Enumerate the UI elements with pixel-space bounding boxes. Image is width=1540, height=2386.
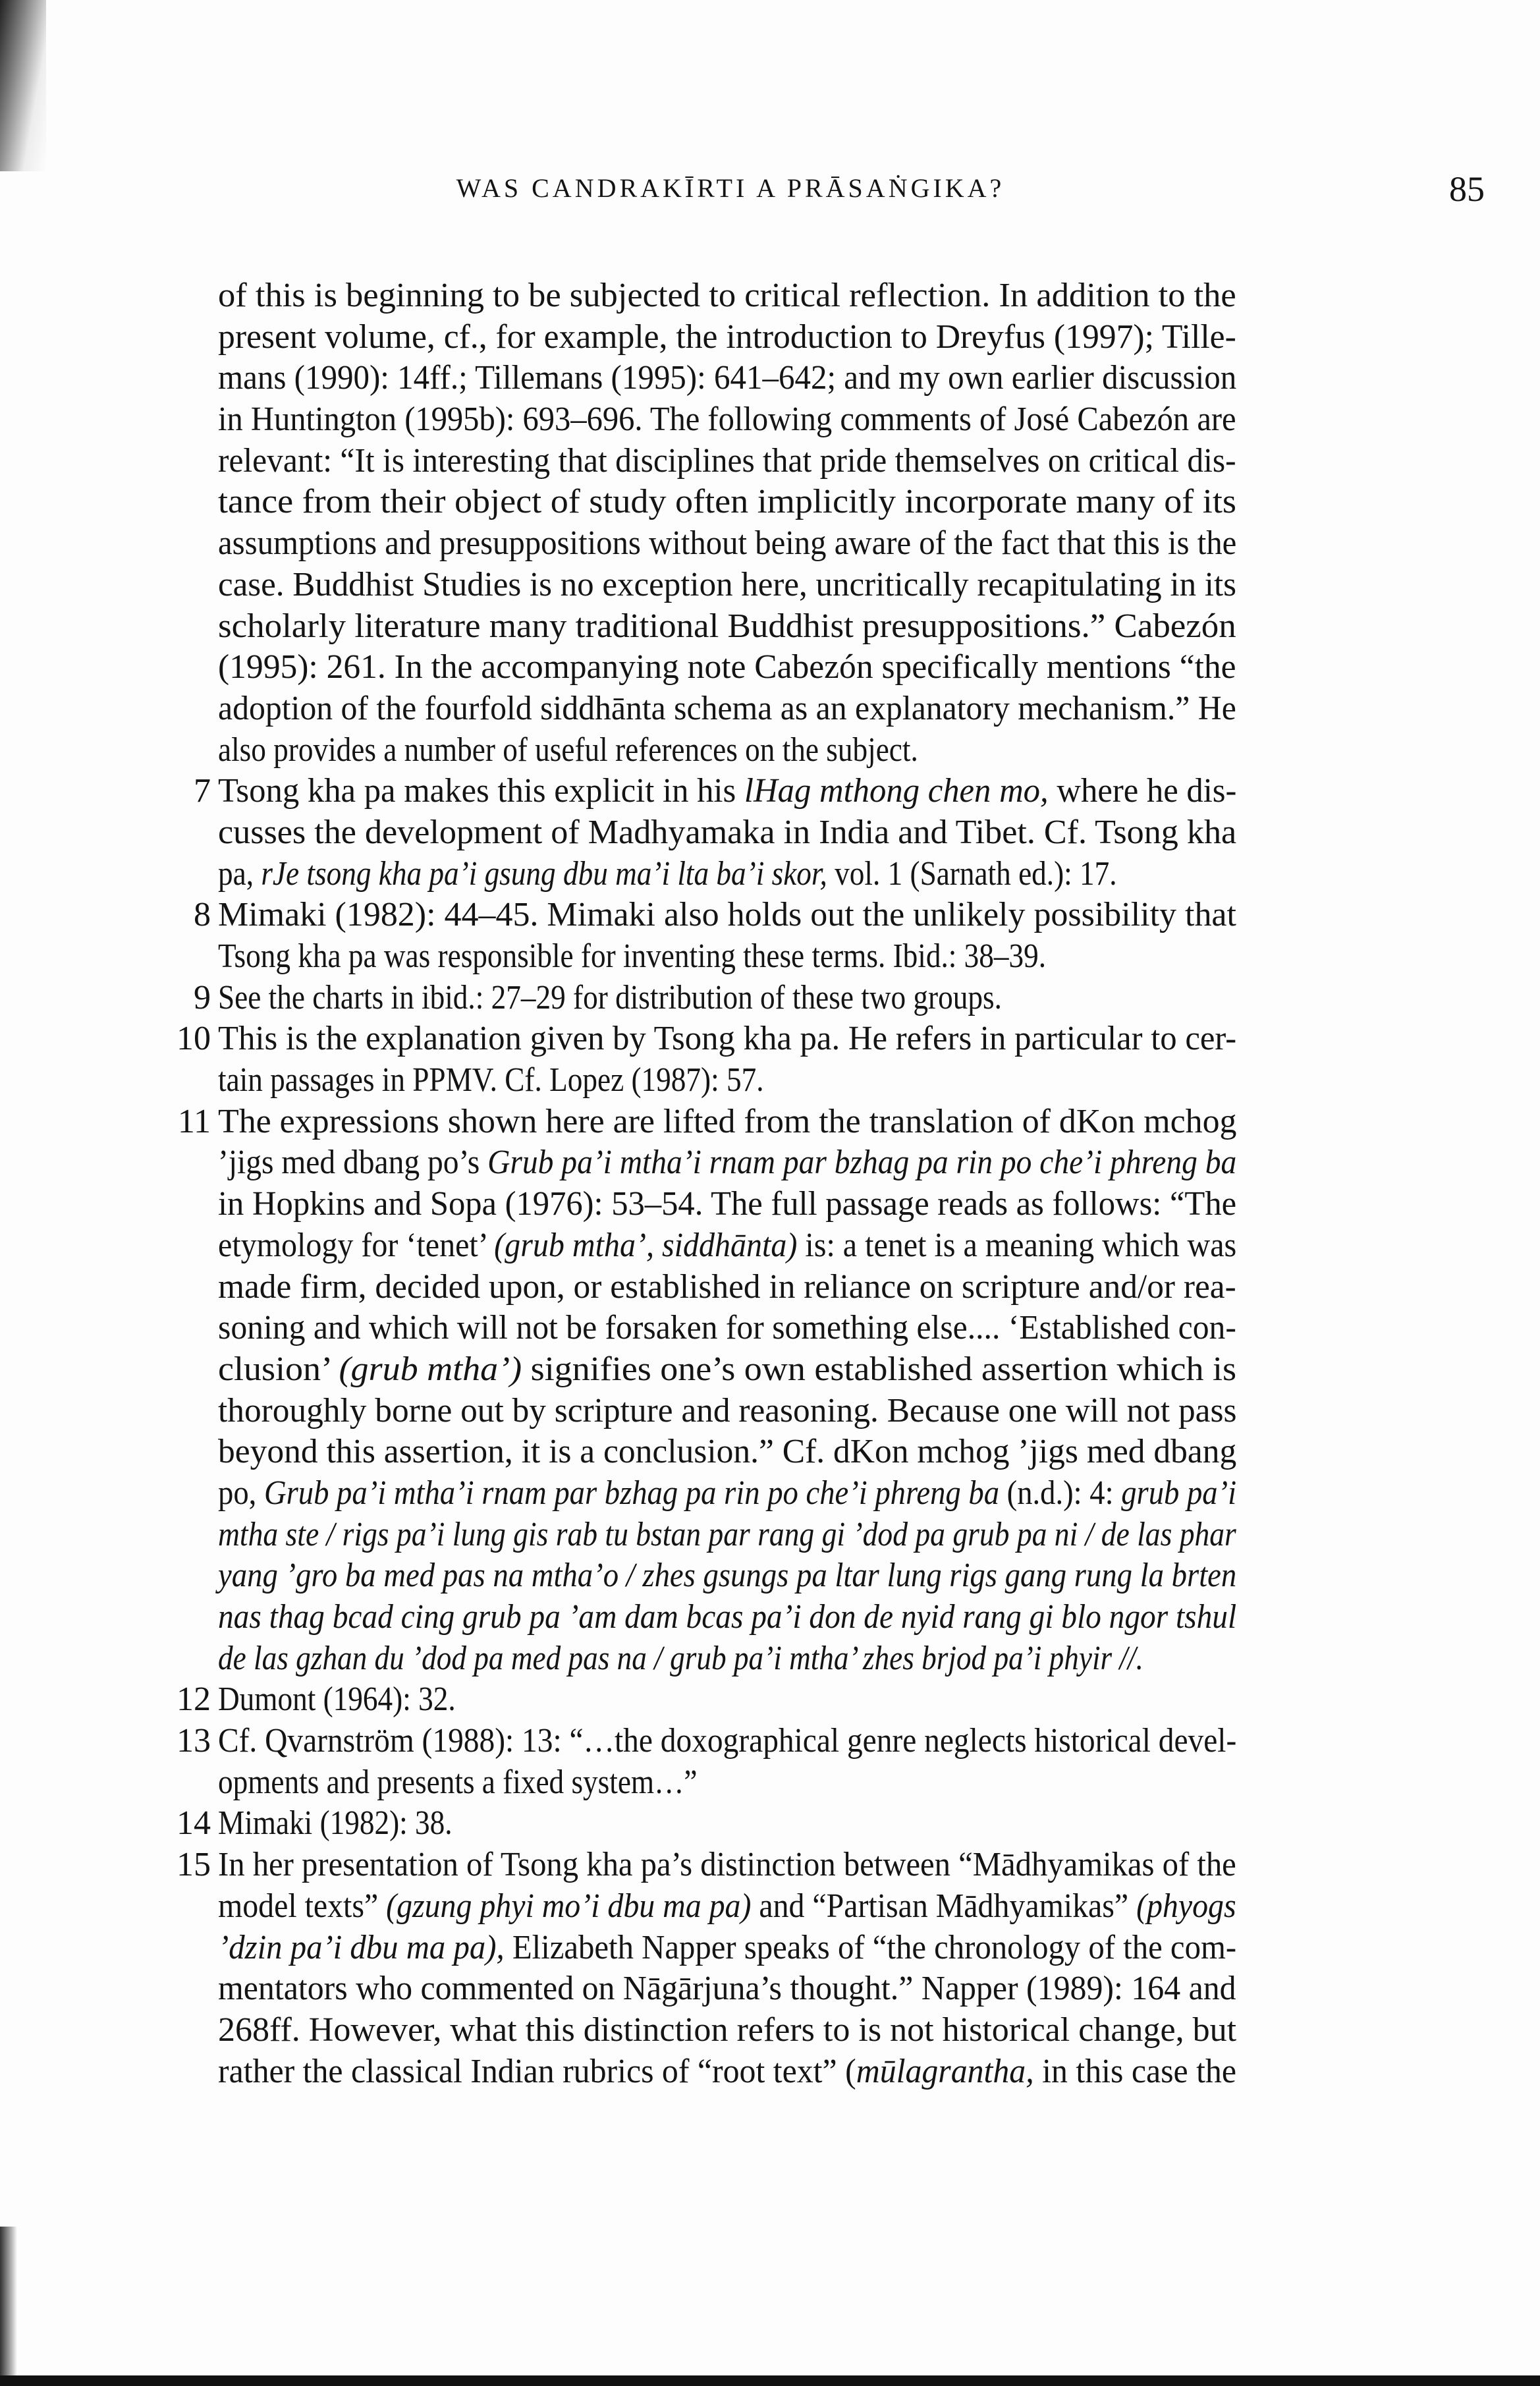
note-line xyxy=(0,1555,1540,1597)
italic-title: (phyogs xyxy=(1136,1887,1236,1925)
scan-edge-shadow xyxy=(0,0,46,171)
note-line xyxy=(0,1267,1540,1308)
text-run: signifies one’s own established assertion which is xyxy=(522,1350,1237,1388)
running-head: WAS CANDRAKĪRTI A PRĀSAṄGIKA? xyxy=(456,173,1005,203)
note-number: 7 xyxy=(194,772,211,810)
italic-title: (gzung phyi mo’i dbu ma pa) xyxy=(386,1887,752,1925)
text-run: model texts” xyxy=(218,1887,387,1925)
note-text: in Huntington (1995b): 693–696. The following comments of José Cabezón are xyxy=(218,401,1236,439)
note-text: present volume, cf., for example, the introduction to Dreyfus (1997); Tille- xyxy=(218,318,1236,356)
note-number: 12 xyxy=(177,1680,211,1719)
italic-title: Grub pa’i mtha’i rnam par bzhag pa rin po che’i phreng ba xyxy=(263,1474,1000,1512)
note-text: mentators who commented on Nāgārjuna’s thought.” Napper (1989): 164 and xyxy=(218,1970,1236,2008)
note-text xyxy=(218,1886,1236,1928)
note-line xyxy=(0,1391,1540,1432)
page-number: 85 xyxy=(1449,169,1485,209)
text-run: vol. 1 (Sarnath ed.): 17. xyxy=(827,854,1117,893)
note-line xyxy=(0,482,1540,523)
italic-title: (grub mtha’, siddhānta) xyxy=(494,1226,798,1264)
note-line xyxy=(0,647,1540,688)
note-line xyxy=(0,978,1540,1019)
note-line xyxy=(0,730,1540,771)
note-text xyxy=(218,1225,1236,1267)
note-line xyxy=(0,1184,1540,1225)
note-text: This is the explanation given by Tsong kha pa. He refers in particular to cer- xyxy=(218,1020,1237,1058)
note-text: of this is beginning to be subjected to critical reflection. In addition to the xyxy=(218,277,1236,314)
note-text: beyond this assertion, it is a conclusion.” Cf. dKon mchog ’jigs med dbang xyxy=(218,1433,1237,1471)
italic-title: grub pa’i xyxy=(1121,1474,1237,1512)
note-line xyxy=(0,1473,1540,1514)
note-line xyxy=(0,1431,1540,1473)
note-text: adoption of the fourfold siddhānta schema as an explanatory mechanism.” He xyxy=(218,689,1236,727)
note-line xyxy=(0,1638,1540,1680)
note-text: also provides a number of useful references on the subject. xyxy=(218,731,918,769)
note-line xyxy=(0,1514,1540,1556)
note-line xyxy=(0,1928,1540,1969)
note-line xyxy=(0,399,1540,441)
note-line xyxy=(0,1308,1540,1349)
note-line xyxy=(0,441,1540,482)
note-text: cusses the development of Madhyamaka in India and Tibet. Cf. Tsong kha xyxy=(218,813,1237,851)
note-line xyxy=(0,1018,1540,1060)
note-line xyxy=(0,2051,1540,2093)
note-line xyxy=(0,358,1540,399)
page-header xyxy=(0,169,1540,219)
scan-edge-shadow xyxy=(0,2227,17,2378)
text-run: etymology for ‘tenet’ xyxy=(218,1226,495,1264)
note-text: case. Buddhist Studies is no exception here, uncritically recapitulating in its xyxy=(218,565,1236,603)
note-number: 8 xyxy=(194,896,211,934)
note-line xyxy=(0,1142,1540,1184)
italic-title: rJe tsong kha pa’i gsung dbu ma’i lta ba’i skor, xyxy=(261,854,827,893)
text-run: is: a tenet is a meaning which was xyxy=(797,1226,1237,1264)
note-number: 15 xyxy=(177,1846,211,1884)
note-line xyxy=(0,812,1540,854)
italic-title: yang ’gro ba med pas na mtha’o / zhes gsungs pa ltar lung rigs gang rung la brten xyxy=(218,1557,1237,1595)
note-number: 13 xyxy=(177,1722,211,1760)
note-text: Mimaki (1982): 44–45. Mimaki also holds out the unlikely possibility that xyxy=(218,896,1236,934)
note-text: tain passages in PPMV. Cf. Lopez (1987): 57. xyxy=(218,1061,764,1099)
note-text: assumptions and presuppositions without being aware of the fact that this is the xyxy=(218,524,1237,563)
italic-title: ’dzin pa’i dbu ma pa), xyxy=(218,1928,505,1966)
note-text xyxy=(218,771,1236,812)
italic-title: nas thag bcad cing grub pa ’am dam bcas pa’i don de nyid rang gi blo ngor tshul xyxy=(218,1598,1237,1636)
italic-title: lHag mthong chen mo, xyxy=(744,772,1049,810)
italic-title: mūlagrantha, xyxy=(856,2052,1034,2090)
note-line xyxy=(0,1803,1540,1845)
note-text xyxy=(218,1349,1236,1391)
text-run: rather the classical Indian rubrics of “root text” ( xyxy=(218,2052,856,2090)
note-text: Dumont (1964): 32. xyxy=(218,1680,456,1719)
note-text: Mimaki (1982): 38. xyxy=(218,1804,453,1843)
scan-bottom-border xyxy=(0,2375,1540,2386)
endnotes xyxy=(0,275,1540,2092)
note-text: scholarly literature many traditional Buddhist presuppositions.” Cabezón xyxy=(218,607,1236,645)
note-text xyxy=(218,1638,1143,1680)
note-line xyxy=(0,317,1540,358)
italic-title: de las gzhan du ’dod pa med pas na / grub pa’i mtha’ zhes brjod pa’i phyir //. xyxy=(218,1639,1143,1677)
note-number: 10 xyxy=(177,1020,211,1058)
note-text xyxy=(218,1473,1236,1514)
note-line xyxy=(0,1225,1540,1267)
note-text: Cf. Qvarnström (1988): 13: “…the doxographical genre neglects historical devel- xyxy=(218,1722,1237,1760)
note-line xyxy=(0,565,1540,606)
note-text: In her presentation of Tsong kha pa’s distinction between “Mādhyamikas of the xyxy=(218,1846,1236,1884)
text-run: ’jigs med dbang po’s xyxy=(218,1144,488,1182)
note-line xyxy=(0,606,1540,648)
note-line xyxy=(0,1845,1540,1886)
note-number: 11 xyxy=(177,1102,211,1140)
note-text: soning and which will not be forsaken for something else.... ‘Established con- xyxy=(218,1309,1236,1347)
note-line xyxy=(0,523,1540,565)
note-text: in Hopkins and Sopa (1976): 53–54. The full passage reads as follows: “The xyxy=(218,1185,1237,1223)
note-text xyxy=(218,854,1117,895)
note-line xyxy=(0,1721,1540,1762)
note-line xyxy=(0,2010,1540,2051)
note-text: See the charts in ibid.: 27–29 for distribution of these two groups. xyxy=(218,978,1002,1016)
italic-title: mtha ste / rigs pa’i lung gis rab tu bstan par rang gi ’dod pa grub pa ni / de las phar xyxy=(218,1515,1236,1553)
note-line xyxy=(0,688,1540,730)
text-run: clusion’ xyxy=(218,1350,339,1388)
note-line xyxy=(0,895,1540,936)
note-text: made firm, decided upon, or established in reliance on scripture and/or rea- xyxy=(218,1267,1236,1306)
note-text: (1995): 261. In the accompanying note Cabezón specifically mentions “the xyxy=(218,648,1236,686)
note-line xyxy=(0,1060,1540,1101)
note-line xyxy=(0,1597,1540,1638)
note-line xyxy=(0,936,1540,978)
text-run: (n.d.): 4: xyxy=(999,1474,1122,1512)
note-line xyxy=(0,1886,1540,1928)
italic-title: (grub mtha’) xyxy=(339,1350,522,1388)
note-line xyxy=(0,1968,1540,2010)
note-text: opments and presents a fixed system…” xyxy=(218,1763,698,1801)
note-line xyxy=(0,854,1540,895)
note-text: tance from their object of study often implicitly incorporate many of its xyxy=(218,483,1236,521)
note-text: mans (1990): 14ff.; Tillemans (1995): 641–642; and my own earlier discussion xyxy=(218,359,1237,397)
text-run: pa, xyxy=(218,854,261,893)
note-line xyxy=(0,1101,1540,1143)
note-number: 9 xyxy=(194,978,211,1016)
note-text: The expressions shown here are lifted from the translation of dKon mchog xyxy=(218,1102,1237,1140)
note-line xyxy=(0,1679,1540,1721)
note-line xyxy=(0,275,1540,317)
text-run: Tsong kha pa makes this explicit in his xyxy=(218,772,744,810)
note-text xyxy=(218,1928,1236,1969)
note-line xyxy=(0,1762,1540,1804)
note-text: 268ff. However, what this distinction refers to is not historical change, but xyxy=(218,2011,1237,2049)
note-text: thoroughly borne out by scripture and reasoning. Because one will not pass xyxy=(218,1391,1237,1429)
note-line xyxy=(0,1349,1540,1391)
note-text: relevant: “It is interesting that disciplines that pride themselves on critical dis- xyxy=(218,441,1236,480)
note-line xyxy=(0,771,1540,812)
text-run: and “Partisan Mādhyamikas” xyxy=(751,1887,1137,1925)
note-text xyxy=(218,1514,1236,1556)
text-run: Elizabeth Napper speaks of “the chronology of the com- xyxy=(504,1928,1237,1966)
text-run: po, xyxy=(218,1474,264,1512)
italic-title: Grub pa’i mtha’i rnam par bzhag pa rin po che’i phreng ba xyxy=(487,1144,1237,1182)
note-text xyxy=(218,1597,1236,1638)
note-number: 14 xyxy=(177,1804,211,1843)
note-text: Tsong kha pa was responsible for inventing these terms. Ibid.: 38–39. xyxy=(218,937,1047,975)
text-run: where he dis- xyxy=(1048,772,1237,810)
note-text xyxy=(218,1142,1236,1184)
note-text xyxy=(218,1555,1236,1597)
note-text xyxy=(218,2051,1236,2093)
text-run: in this case the xyxy=(1033,2052,1236,2090)
